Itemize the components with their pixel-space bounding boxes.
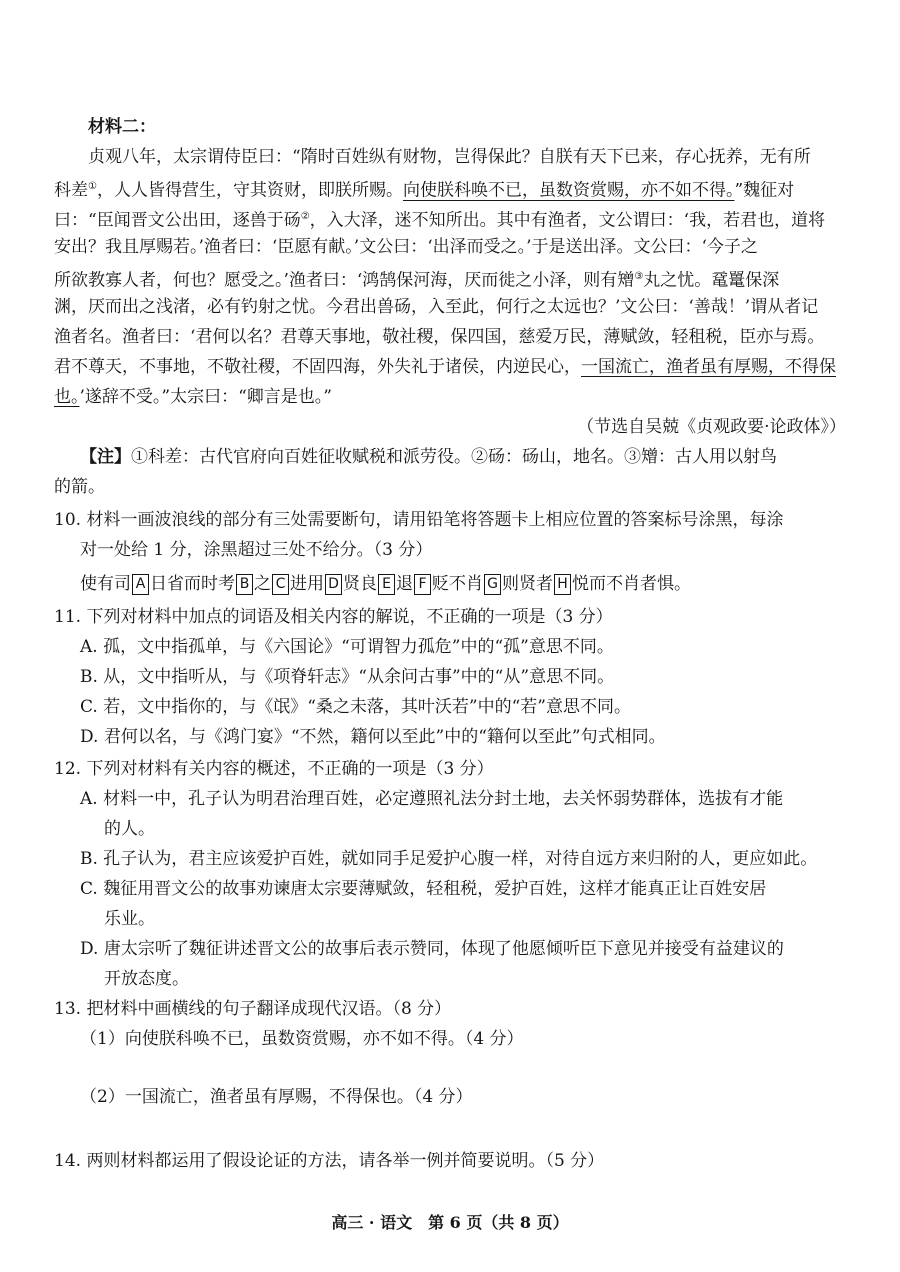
answer-box-b[interactable]: B	[236, 574, 253, 595]
q12-option-c[interactable]: C. 魏征用晋文公的故事劝谏唐太宗要薄赋敛，轻租税，爱护百姓，这样才能真正让百姓安居	[80, 879, 767, 899]
q12-option-c-cont: 乐业。	[104, 909, 155, 929]
answer-box-c[interactable]: C	[272, 574, 289, 595]
footnote-mark: ③	[634, 271, 644, 282]
material-two-passage	[54, 112, 854, 502]
q10-stem-cont: 对一处给 1 分，涂黑超过三处不给分。（3 分）	[80, 540, 433, 560]
passage-line: 曰：“臣闻晋文公出田，逐兽于砀②，入大泽，迷不知所出。其中有渔者，文公谓曰：‘我，若君也，道将	[54, 210, 826, 231]
question-12	[54, 754, 854, 994]
note-line: 的箭。	[54, 477, 105, 497]
q14-stem: 14. 两则材料都运用了假设论证的方法，请各举一例并简要说明。（5 分）	[54, 1151, 605, 1171]
answer-box-d[interactable]: D	[325, 574, 342, 595]
q12-option-d-cont: 开放态度。	[104, 969, 189, 989]
passage-line: 贞观八年，太宗谓侍臣曰：“隋时百姓纵有财物，岂得保此？自朕有天下已来，存心抚养，无有所	[88, 147, 811, 167]
passage-line: 渔者名。渔者曰：‘君何以名？君尊天事地，敬社稷，保四国，慈爱万民，薄赋敛，轻租税，臣亦与焉。	[54, 327, 825, 347]
q13-stem: 13. 把材料中画横线的句子翻译成现代汉语。（8 分）	[54, 999, 452, 1019]
passage-line: 君不尊天，不事地，不敬社稷，不固四海，外失礼于诸侯，内逆民心，一国流亡，渔者虽有厚赐，不得保	[54, 357, 836, 377]
note-label: 【注】	[80, 447, 131, 467]
footnote-mark: ②	[300, 211, 310, 222]
note-line: 【注】①科差：古代官府向百姓征收赋税和派劳役。②砀：砀山，地名。③矰：古人用以射鸟	[80, 447, 777, 467]
answer-box-h[interactable]: H	[554, 574, 571, 595]
q11-option-d[interactable]: D. 君何以名，与《鸿门宴》“不然，籍何以至此”中的“籍何以至此”句式相同。	[80, 727, 666, 747]
q12-stem: 12. 下列对材料有关内容的概述，不正确的一项是（3 分）	[54, 759, 494, 779]
answer-box-e[interactable]: E	[378, 574, 395, 595]
underlined-sentence-1: 向使朕科唤不已，虽数资赏赐，亦不如不得。	[402, 180, 735, 201]
q11-stem: 11. 下列对材料中加点的词语及相关内容的解说，不正确的一项是（3 分）	[54, 607, 613, 627]
q11-option-c[interactable]: C. 若，文中指你的，与《氓》“桑之未落，其叶沃若”中的“若”意思不同。	[80, 697, 631, 717]
passage-line: 安出？我且厚赐若。’渔者曰：‘臣愿有献。’文公曰：‘出泽而受之。’于是送出泽。文公曰：‘今子之	[54, 237, 758, 257]
q11-option-a[interactable]: A. 孤，文中指孤单，与《六国论》“可谓智力孤危”中的“孤”意思不同。	[80, 637, 614, 657]
q12-option-a-cont: 的人。	[104, 819, 155, 839]
passage-source: （节选自吴兢《贞观政要·论政体》）	[577, 417, 846, 437]
question-13	[54, 994, 854, 1112]
question-11	[54, 602, 854, 752]
question-10	[54, 505, 854, 599]
answer-box-a[interactable]: A	[132, 574, 149, 595]
question-14	[54, 1146, 854, 1176]
material-two-heading: 材料二：	[88, 117, 156, 137]
q12-option-d[interactable]: D. 唐太宗听了魏征讲述晋文公的故事后表示赞同，体现了他愿倾听臣下意见并接受有益建议的	[80, 939, 784, 959]
q10-segmented-sentence: 使有司 A 日省而时考 B 之 C 进用 D 贤良 E 退 F 贬不肖 G 则贤者 H 悦而不肖者惧。	[80, 574, 691, 594]
passage-line: 科差①，人人皆得营生，守其资财，即朕所赐。向使朕科唤不已，虽数资赏赐，亦不如不得。”魏征对	[54, 180, 795, 201]
underlined-sentence-2: 一国流亡，渔者虽有厚赐，不得保	[581, 357, 836, 377]
passage-line: 渊，厌而出之浅渚，必有钓射之忧。今君出兽砀，入至此，何行之太远也？’文公曰：‘善哉！’谓从者记	[54, 297, 819, 317]
answer-box-g[interactable]: G	[484, 574, 501, 595]
q13-sentence-1: （1）向使朕科唤不已，虽数资赏赐，亦不如不得。（4 分）	[80, 1029, 524, 1049]
q12-option-b[interactable]: B. 孔子认为，君主应该爱护百姓，就如同手足爱护心腹一样，对待自远方来归附的人，更应如此。	[80, 849, 818, 869]
q13-sentence-2: （2）一国流亡，渔者虽有厚赐，不得保也。（4 分）	[80, 1087, 473, 1107]
q10-stem: 10. 材料一画波浪线的部分有三处需要断句，请用铅笔将答题卡上相应位置的答案标号涂黑，每涂	[54, 510, 784, 530]
page-footer: 高三 · 语文 第 6 页（共 8 页）	[331, 1213, 569, 1232]
q11-option-b[interactable]: B. 从，文中指听从，与《项脊轩志》“从余问古事”中的“从”意思不同。	[80, 667, 615, 687]
footnote-mark: ①	[88, 181, 97, 192]
q12-option-a[interactable]: A. 材料一中，孔子认为明君治理百姓，必定遵照礼法分封土地，去关怀弱势群体，选拔有才能	[80, 789, 784, 809]
underlined-sentence-2-end: 也。	[54, 387, 80, 407]
passage-line: 也。’遂辞不受。”太宗曰：“卿言是也。”	[54, 387, 332, 407]
passage-line: 所欲教寡人者，何也？愿受之。’渔者曰：‘鸿鹄保河海，厌而徙之小泽，则有矰③丸之忧。鼋鼍保深	[54, 270, 780, 291]
answer-box-f[interactable]: F	[414, 574, 431, 595]
